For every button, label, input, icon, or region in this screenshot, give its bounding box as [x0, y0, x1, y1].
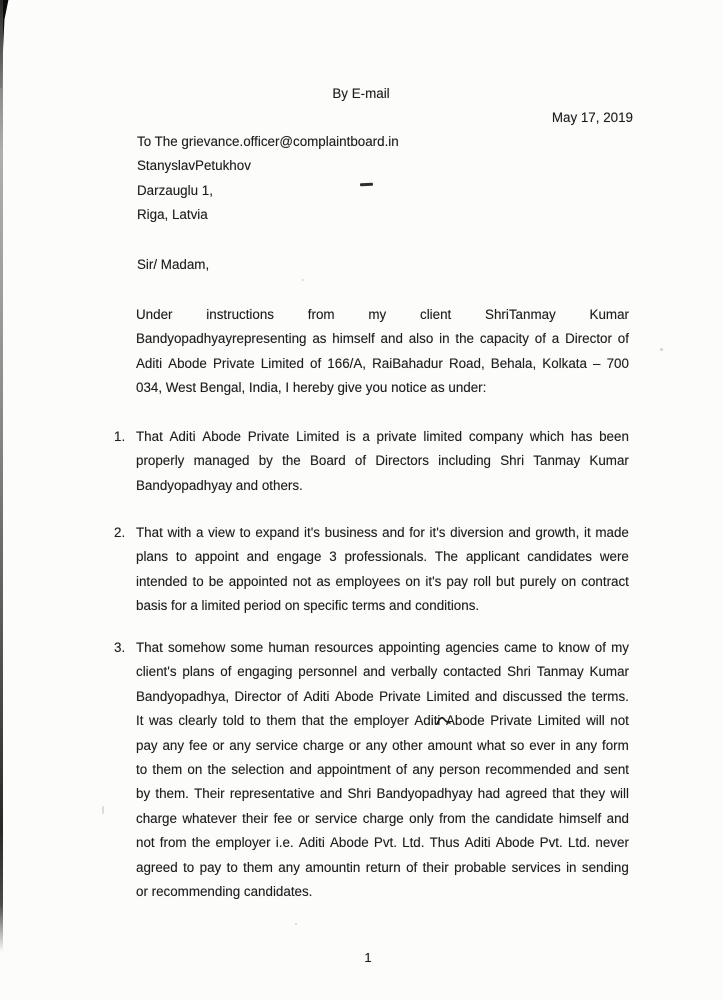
list-item-2: [114, 521, 629, 619]
paragraph-line: That somehow some human resources appointing agencies came to know of my: [136, 640, 629, 655]
list-item-text: [136, 425, 629, 498]
paragraph-line: That with a view to expand it's business and for it's diversion and growth, it made: [136, 525, 629, 540]
paragraph-line: pay any fee or any service charge or any other amount what so ever in any form: [136, 737, 629, 753]
salutation: Sir/ Madam,: [137, 257, 210, 272]
paragraph-line: Bandyopadhyayrepresenting as himself and also in the capacity of a Director of: [136, 331, 629, 347]
paragraph-line: Bandyopadhyay and others.: [136, 477, 303, 493]
paragraph-line: Aditi Abode Private Limited of 166/A, RaiBahadur Road, Behala, Kolkata – 700: [136, 355, 629, 371]
list-item-number: 2.: [114, 525, 126, 540]
scan-speck: [660, 348, 663, 351]
scan-speck: [295, 923, 297, 925]
paragraph-line: charge whatever their fee or service charge only from the candidate himself and: [136, 810, 629, 826]
letter-date: May 17, 2019: [551, 110, 633, 125]
paragraph-line: not from the employer i.e. Aditi Abode Pvt. Ltd. Thus Aditi Abode Pvt. Ltd. never: [136, 835, 629, 851]
paragraph-line: by them. Their representative and Shri Bandyopadhyay had agreed that they will: [136, 786, 629, 802]
paragraph-line: That Aditi Abode Private Limited is a private limited company which has been: [136, 429, 629, 444]
scan-speck: [102, 806, 104, 814]
pen-mark-artifact: [436, 710, 451, 721]
paragraph-line: client's plans of engaging personnel and verbally contacted Shri Tanmay Kumar: [136, 664, 629, 680]
list-item-number: 3.: [114, 640, 126, 655]
list-item-text: [136, 521, 629, 619]
scan-edge-line-artifact: [0, 0, 3, 952]
intro-paragraph: [136, 303, 629, 401]
stray-dash-artifact: [360, 183, 373, 186]
list-item-number: 1.: [114, 429, 126, 444]
paragraph-line: to them on the selection and appointment of any person recommended and sent: [136, 762, 629, 778]
paragraph-line: plans to appoint and engage 3 professionals. The applicant candidates were: [136, 549, 629, 565]
paragraph-line: It was clearly told to them that the employer Aditi Abode Private Limited will not: [136, 713, 629, 729]
paragraph-line: properly managed by the Board of Directors including Shri Tanmay Kumar: [136, 453, 629, 469]
page-number: 1: [364, 950, 372, 965]
scan-speck: [302, 279, 304, 281]
list-item-1: [114, 425, 629, 498]
paragraph-line: 034, West Bengal, India, I hereby give you notice as under:: [136, 380, 487, 396]
recipient-address-line: To The grievance.officer@complaintboard.in: [137, 134, 399, 149]
transmission-method-label: By E-mail: [332, 86, 390, 101]
paragraph-line: basis for a limited period on specific terms and conditions.: [136, 598, 480, 614]
list-item-3: [114, 636, 629, 904]
paragraph-line: agreed to pay to them any amountin return of their probable services in sending: [136, 859, 629, 875]
paragraph-line: Under instructions from my client ShriTanmay Kumar: [136, 307, 629, 322]
list-item-text: [136, 636, 629, 904]
recipient-address-block: [137, 130, 399, 228]
paragraph-line: Bandyopadhya, Director of Aditi Abode Private Limited and discussed the terms.: [136, 688, 629, 704]
paragraph-line: intended to be appointed not as employees on it's pay roll but purely on contract: [136, 573, 629, 589]
recipient-address-line: Riga, Latvia: [137, 207, 208, 223]
paragraph-line: or recommending candidates.: [136, 884, 313, 900]
recipient-address-line: Darzauglu 1,: [137, 182, 213, 198]
recipient-address-line: StanyslavPetukhov: [137, 158, 251, 174]
